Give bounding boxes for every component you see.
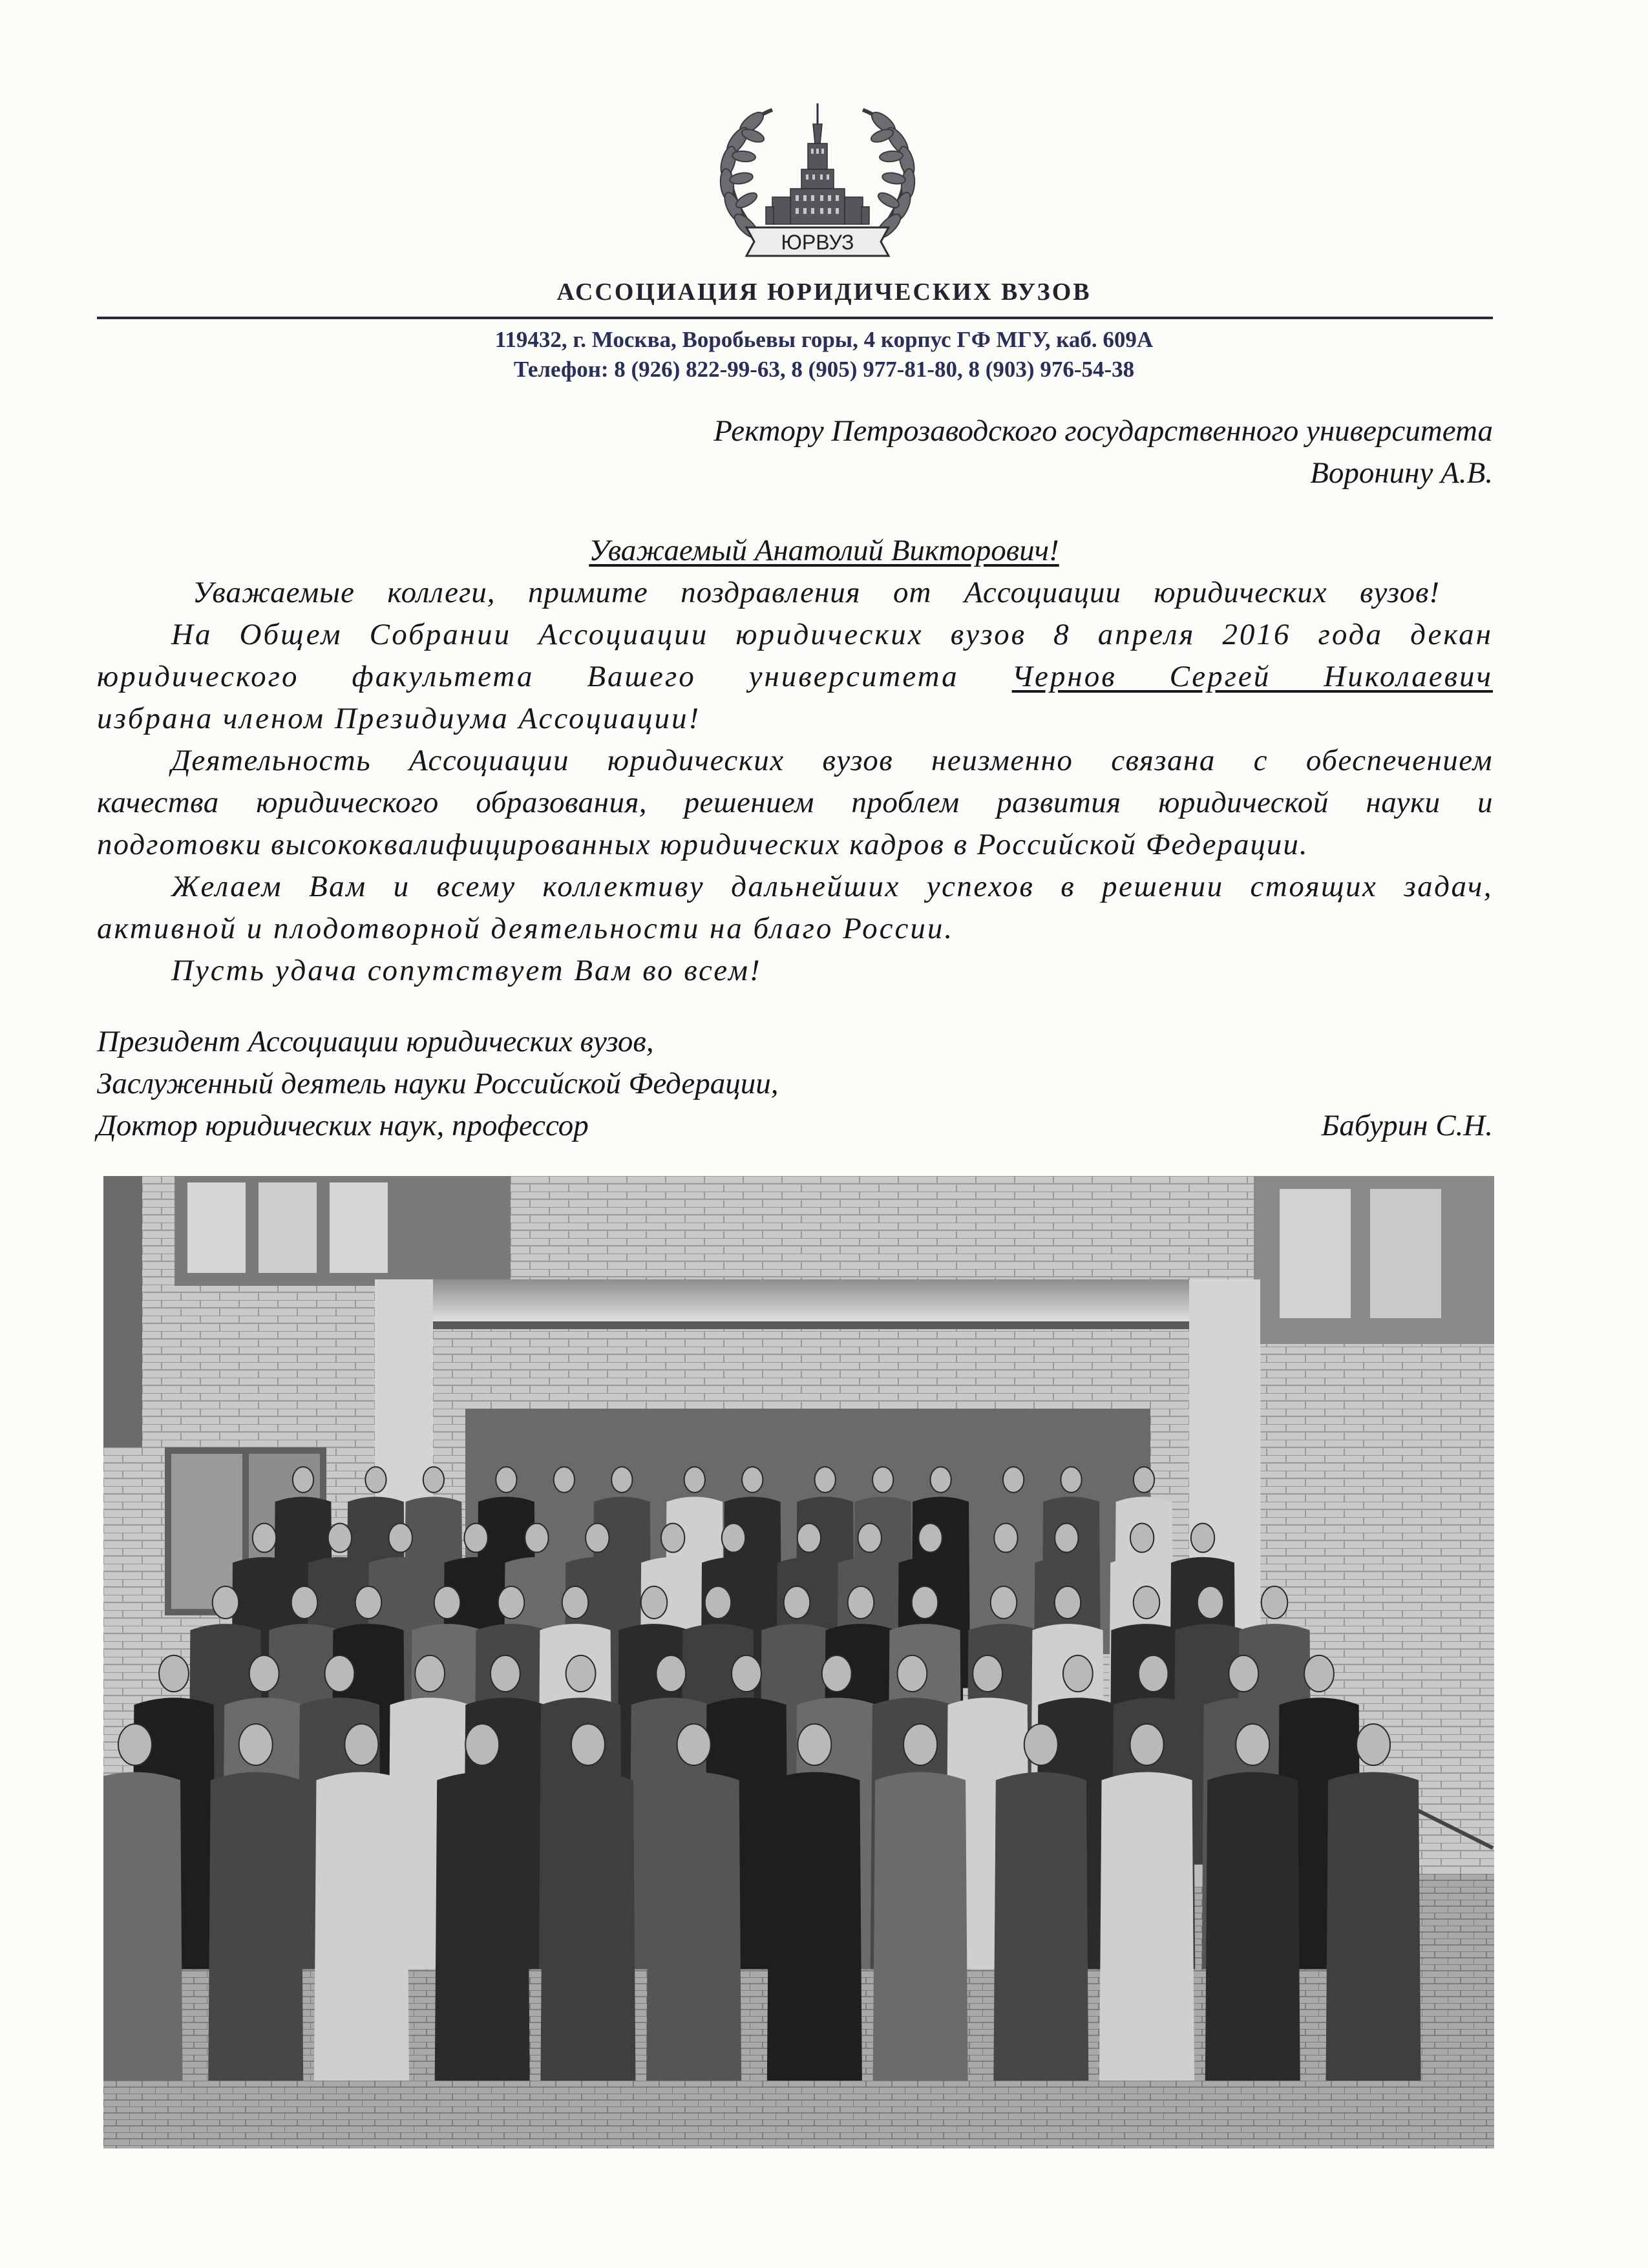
person-head [291,1586,318,1619]
person-head [1236,1724,1269,1765]
person-head [1024,1724,1058,1765]
person-head [415,1655,445,1692]
person-figure [103,1772,183,2081]
person-head [1061,1467,1081,1493]
person-head [742,1467,763,1493]
person-head [661,1524,684,1553]
letter-line-text: юридического факультета Вашего университета [97,660,959,693]
letter-line: Уважаемые коллеги, примите поздравления от Ассоциации юридических вузов! [193,576,1440,609]
letterhead-divider [97,317,1493,319]
person-head [918,1524,942,1553]
person-head [641,1586,668,1619]
person-head [1055,1586,1081,1619]
letter-line: активной и плодотворной деятельности на благо России. [97,912,955,945]
person-head [705,1586,732,1619]
person-head [213,1586,239,1619]
letter-line: избрана членом Президиума Ассоциации! [97,702,701,735]
letter-line: подготовки высококвалифицированных юридических кадров в Российской Федерации. [97,828,1309,861]
letter-line: качества юридического образования, решением проблем развития юридической науки и [97,786,1493,819]
logo-text: ЮРВУЗ [781,231,854,254]
person-head [732,1655,761,1692]
person-head [253,1524,276,1553]
person-figure [646,1772,741,2081]
person-head [872,1467,893,1493]
organization-name: АССОЦИАЦИЯ ЮРИДИЧЕСКИХ ВУЗОВ [556,278,1092,306]
person-head [994,1524,1017,1553]
person-head [1003,1467,1024,1493]
person-figure [1326,1772,1421,2081]
person-head [1191,1524,1214,1553]
person-head [798,1724,831,1765]
person-head [815,1467,836,1493]
group-photo [103,1176,1494,2148]
signatory-name: Бабурин С.Н. [1321,1109,1493,1142]
person-head [677,1724,711,1765]
person-head [848,1586,874,1619]
person-head [1134,1586,1160,1619]
person-head [325,1655,355,1692]
association-logo [675,84,960,291]
dean-name: Чернов Сергей Николаевич [1011,660,1493,693]
person-head [355,1586,382,1619]
person-head [1063,1655,1093,1692]
person-figure [435,1772,530,2081]
person-head [822,1655,852,1692]
recipient-line-1: Ректору Петрозаводского государственного университета [713,414,1493,448]
person-head [571,1724,605,1765]
person-head [239,1724,273,1765]
person-head [498,1586,525,1619]
person-head [554,1467,575,1493]
person-figure [540,1772,635,2081]
person-head [930,1467,951,1493]
person-figure [767,1772,862,2081]
signatory-title-1: Президент Ассоциации юридических вузов, [97,1025,654,1058]
person-head [434,1586,461,1619]
person-head [1134,1467,1154,1493]
person-head [344,1724,378,1765]
person-figure [208,1772,303,2081]
person-head [722,1524,745,1553]
person-head [249,1655,279,1692]
person-head [118,1724,152,1765]
person-head [798,1524,821,1553]
letter-line: Деятельность Ассоциации юридических вузов неизменно связана с обеспечением [171,744,1493,777]
letter-line: На Общем Собрании Ассоциации юридических вузов 8 апреля 2016 года декан [171,618,1493,651]
person-head [858,1524,882,1553]
person-head [1198,1586,1224,1619]
person-head [684,1467,705,1493]
person-head [496,1467,516,1493]
organization-phone: Телефон: 8 (926) 822-99-63, 8 (905) 977-81-80, 8 (903) 976-54-38 [513,357,1135,382]
person-head [1304,1655,1334,1692]
person-head [991,1586,1017,1619]
person-head [1229,1655,1258,1692]
person-head [656,1655,686,1692]
person-head [912,1586,938,1619]
person-head [1055,1524,1078,1553]
person-head [566,1655,596,1692]
signatory-title-3: Доктор юридических наук, профессор [97,1109,589,1142]
organization-address: 119432, г. Москва, Воробьевы горы, 4 корпус ГФ МГУ, каб. 609А [494,327,1154,352]
person-head [159,1655,189,1692]
person-head [562,1586,589,1619]
letter-line: Пусть удача сопутствует Вам во всем! [171,954,762,987]
person-head [423,1467,444,1493]
person-head [328,1524,352,1553]
person-figure [1205,1772,1300,2081]
recipient-line-2: Воронину А.В. [1310,456,1493,490]
signatory-title-2: Заслуженный деятель науки Российской Федерации, [97,1067,779,1100]
person-head [365,1467,386,1493]
person-head [586,1524,609,1553]
salutation: Уважаемый Анатолий Викторович! [589,534,1059,567]
letter-line-with-name [97,659,1493,694]
person-head [464,1524,487,1553]
person-head [611,1467,632,1493]
person-head [1130,1524,1154,1553]
person-figure [993,1772,1088,2081]
person-head [1357,1724,1390,1765]
person-head [903,1724,937,1765]
person-figure [314,1772,409,2081]
person-head [784,1586,810,1619]
person-head [973,1655,1002,1692]
person-figure [873,1772,968,2081]
person-head [1139,1655,1168,1692]
letter-line: Желаем Вам и всему коллективу дальнейших успехов в решении стоящих задач, [171,870,1493,903]
person-head [1130,1724,1164,1765]
person-head [491,1655,520,1692]
person-head [465,1724,499,1765]
person-head [525,1524,548,1553]
person-head [898,1655,927,1692]
person-head [1262,1586,1288,1619]
person-head [389,1524,412,1553]
person-figure [1099,1772,1194,2081]
person-head [293,1467,313,1493]
